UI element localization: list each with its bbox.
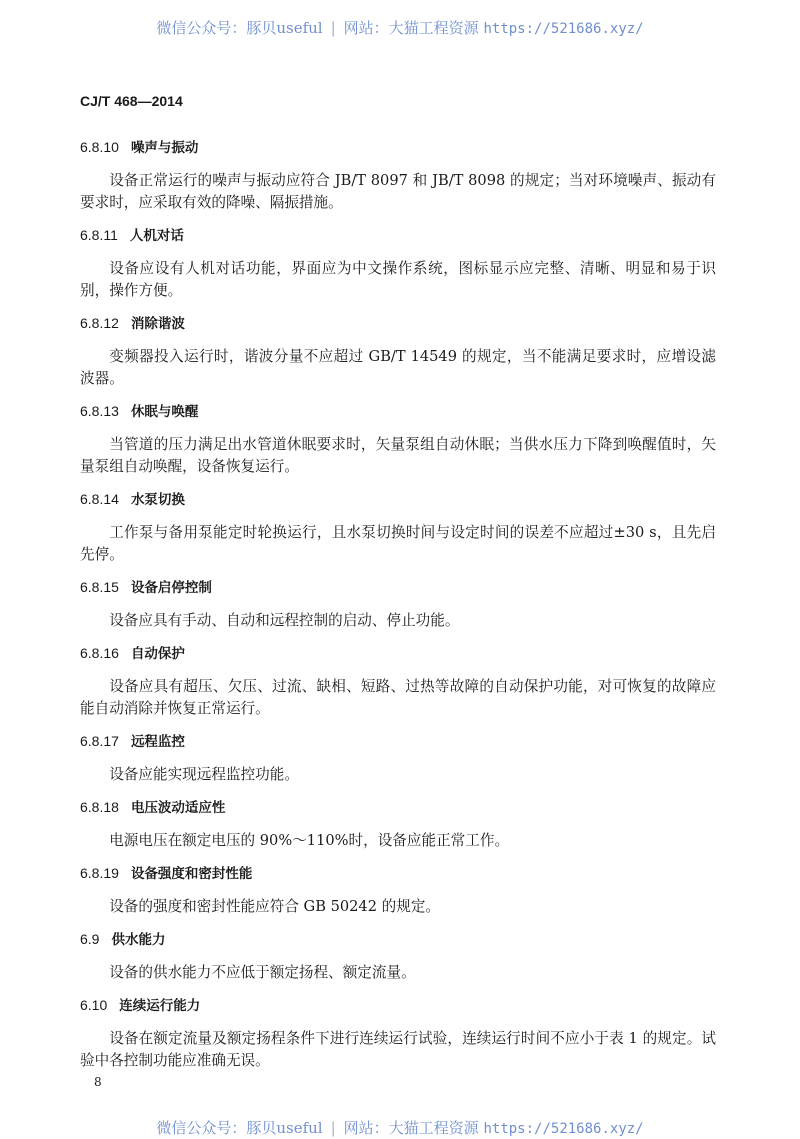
section-heading (80, 643, 716, 664)
section-number: 6.9 (80, 931, 100, 947)
watermark-separator: | (330, 1119, 336, 1137)
watermark-bottom (0, 1118, 800, 1139)
section-number: 6.8.11 (80, 227, 118, 243)
section-number: 6.8.15 (80, 579, 119, 595)
section-paragraph: 变频器投入运行时，谐波分量不应超过 GB/T 14549 的规定，当不能满足要求时，应增设滤波器。 (80, 348, 716, 387)
section-paragraph: 设备正常运行的噪声与振动应符合 JB/T 8097 和 JB/T 8098 的规定；当对环境噪声、振动有要求时，应采取有效的降噪、隔振措施。 (80, 172, 716, 211)
watermark-url[interactable]: https://521686.xyz/ (483, 21, 644, 37)
section-number: 6.8.13 (80, 403, 119, 419)
section-title: 设备强度和密封性能 (130, 866, 253, 882)
section-title: 供水能力 (111, 932, 166, 948)
section-title: 电压波动适应性 (130, 800, 226, 816)
section-number: 6.8.18 (80, 799, 119, 815)
section-paragraph: 工作泵与备用泵能定时轮换运行，且水泵切换时间与设定时间的误差不应超过±30 s，且先启先停。 (80, 524, 716, 563)
section-number: 6.8.10 (80, 139, 119, 155)
section-6-8-16 (80, 643, 716, 720)
watermark-wechat: 微信公众号：豚贝useful (156, 1119, 323, 1137)
watermark-separator: | (330, 19, 336, 37)
page-content (80, 91, 716, 1139)
section-6-8-17 (80, 731, 716, 786)
section-paragraph: 设备应具有手动、自动和远程控制的启动、停止功能。 (109, 612, 460, 629)
section-paragraph: 设备应能实现远程监控功能。 (109, 766, 299, 783)
section-title: 自动保护 (130, 646, 185, 662)
sections (80, 137, 716, 1072)
section-6-9 (80, 929, 716, 984)
section-heading (80, 489, 716, 510)
section-number: 6.8.19 (80, 865, 119, 881)
section-paragraph: 设备的强度和密封性能应符合 GB 50242 的规定。 (109, 898, 441, 915)
section-heading (80, 313, 716, 334)
watermark-top (0, 18, 800, 39)
section-title: 水泵切换 (130, 492, 185, 508)
document-code: CJ/T 468—2014 (80, 93, 183, 109)
section-heading (80, 797, 716, 818)
section-6-10 (80, 995, 716, 1072)
section-heading (80, 401, 716, 422)
watermark-url[interactable]: https://521686.xyz/ (483, 1121, 644, 1137)
section-title: 消除谐波 (130, 316, 185, 332)
section-6-8-15 (80, 577, 716, 632)
watermark-wechat: 微信公众号：豚贝useful (156, 19, 323, 37)
section-6-8-13 (80, 401, 716, 478)
section-6-8-11 (80, 225, 716, 302)
section-heading (80, 731, 716, 752)
section-paragraph: 设备应具有超压、欠压、过流、缺相、短路、过热等故障的自动保护功能，对可恢复的故障应能自动消除并恢复正常运行。 (80, 678, 716, 717)
section-6-8-12 (80, 313, 716, 390)
section-heading (80, 137, 716, 158)
section-heading (80, 577, 716, 598)
section-heading (80, 929, 716, 950)
section-paragraph: 电源电压在额定电压的 90%～110%时，设备应能正常工作。 (109, 832, 510, 849)
watermark-site: 网站：大猫工程资源 (343, 1119, 479, 1137)
section-heading (80, 995, 716, 1016)
section-title: 人机对话 (129, 228, 184, 244)
section-6-8-18 (80, 797, 716, 852)
section-paragraph: 设备的供水能力不应低于额定扬程、额定流量。 (109, 964, 416, 981)
section-title: 休眠与唤醒 (130, 404, 199, 420)
section-number: 6.8.12 (80, 315, 119, 331)
section-6-8-14 (80, 489, 716, 566)
section-number: 6.10 (80, 997, 108, 1013)
section-paragraph: 设备在额定流量及额定扬程条件下进行连续运行试验，连续运行时间不应小于表 1 的规定。试验中各控制功能应准确无误。 (80, 1030, 716, 1069)
section-paragraph: 设备应设有人机对话功能，界面应为中文操作系统，图标显示应完整、清晰、明显和易于识别，操作方便。 (80, 260, 716, 299)
section-number: 6.8.16 (80, 645, 119, 661)
section-title: 连续运行能力 (119, 998, 201, 1014)
section-heading (80, 863, 716, 884)
section-6-8-10 (80, 137, 716, 214)
section-title: 远程监控 (130, 734, 185, 750)
section-title: 设备启停控制 (130, 580, 212, 596)
section-heading (80, 225, 716, 246)
section-paragraph: 当管道的压力满足出水管道休眠要求时，矢量泵组自动休眠；当供水压力下降到唤醒值时，矢量泵组自动唤醒，设备恢复运行。 (80, 436, 716, 475)
page-number: 8 (94, 1075, 102, 1089)
section-title: 噪声与振动 (130, 140, 199, 156)
section-number: 6.8.17 (80, 733, 119, 749)
section-number: 6.8.14 (80, 491, 119, 507)
section-6-8-19 (80, 863, 716, 918)
watermark-site: 网站：大猫工程资源 (343, 19, 479, 37)
